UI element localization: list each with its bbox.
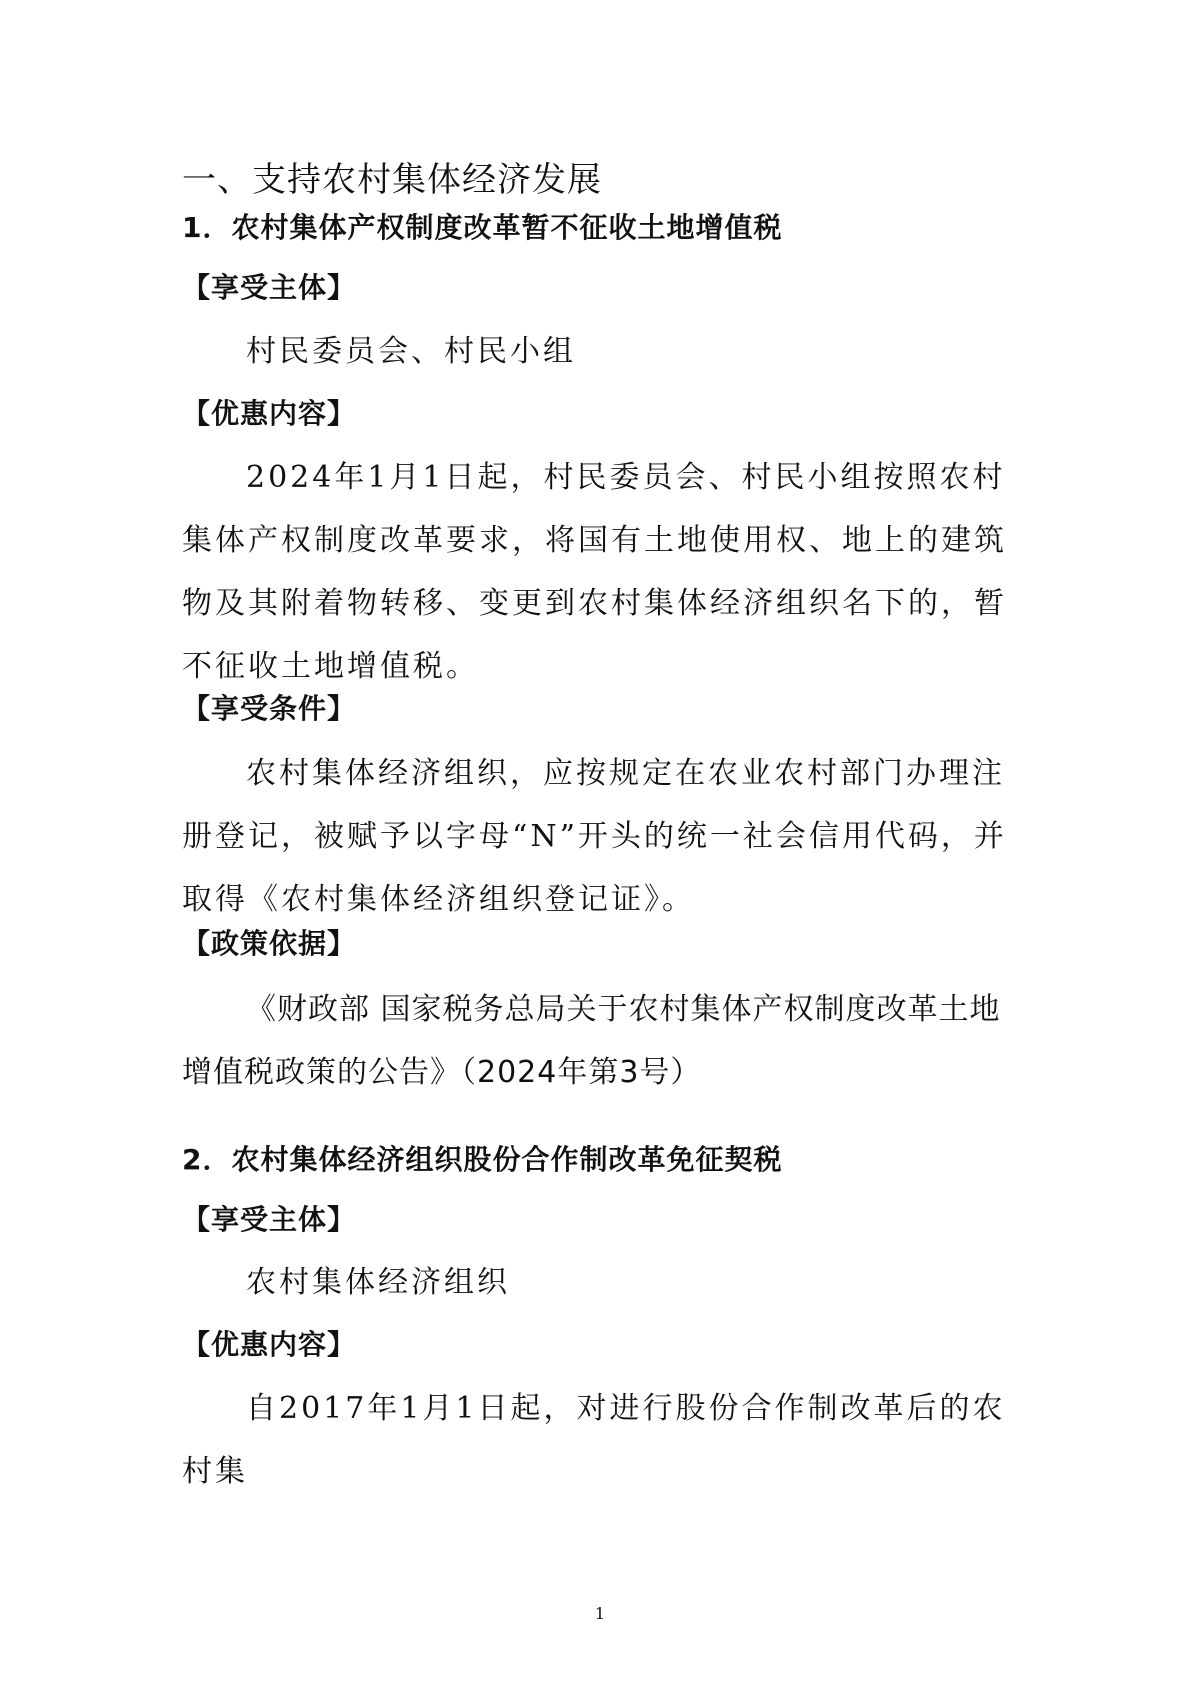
- basis-text: 《财政部 国家税务总局关于农村集体产权制度改革土地增值税政策的公告》（2024年第3号）: [182, 992, 1001, 1090]
- page-number: 1: [594, 1604, 606, 1623]
- content-label: 【优惠内容】: [182, 1328, 357, 1361]
- basis-label: 【政策依据】: [182, 927, 357, 960]
- content-text: 自2017年1月1日起，对进行股份合作制改革后的农村集: [182, 1391, 1006, 1489]
- condition-text: 农村集体经济组织，应按规定在农业农村部门办理注册登记，被赋予以字母“N”开头的统一社会信用代码，并取得《农村集体经济组织登记证》。: [182, 756, 1007, 917]
- content-label: 【优惠内容】: [182, 397, 357, 430]
- content-text: 2024年1月1日起，村民委员会、村民小组按照农村集体产权制度改革要求，将国有土地使用权、地上的建筑物及其附着物转移、变更到农村集体经济组织名下的，暂不征收土地增值税。: [182, 460, 1007, 684]
- section-title: 一、支持农村集体经济发展: [182, 160, 602, 200]
- item-title: 2．农村集体经济组织股份合作制改革免征契税: [182, 1143, 783, 1176]
- subject-label: 【享受主体】: [182, 1203, 357, 1236]
- subject-text: 村民委员会、村民小组: [246, 334, 576, 369]
- item-title: 1．农村集体产权制度改革暂不征收土地增值税: [182, 211, 783, 244]
- subject-text: 农村集体经济组织: [246, 1265, 510, 1300]
- subject-label: 【享受主体】: [182, 271, 357, 304]
- condition-label: 【享受条件】: [182, 692, 357, 725]
